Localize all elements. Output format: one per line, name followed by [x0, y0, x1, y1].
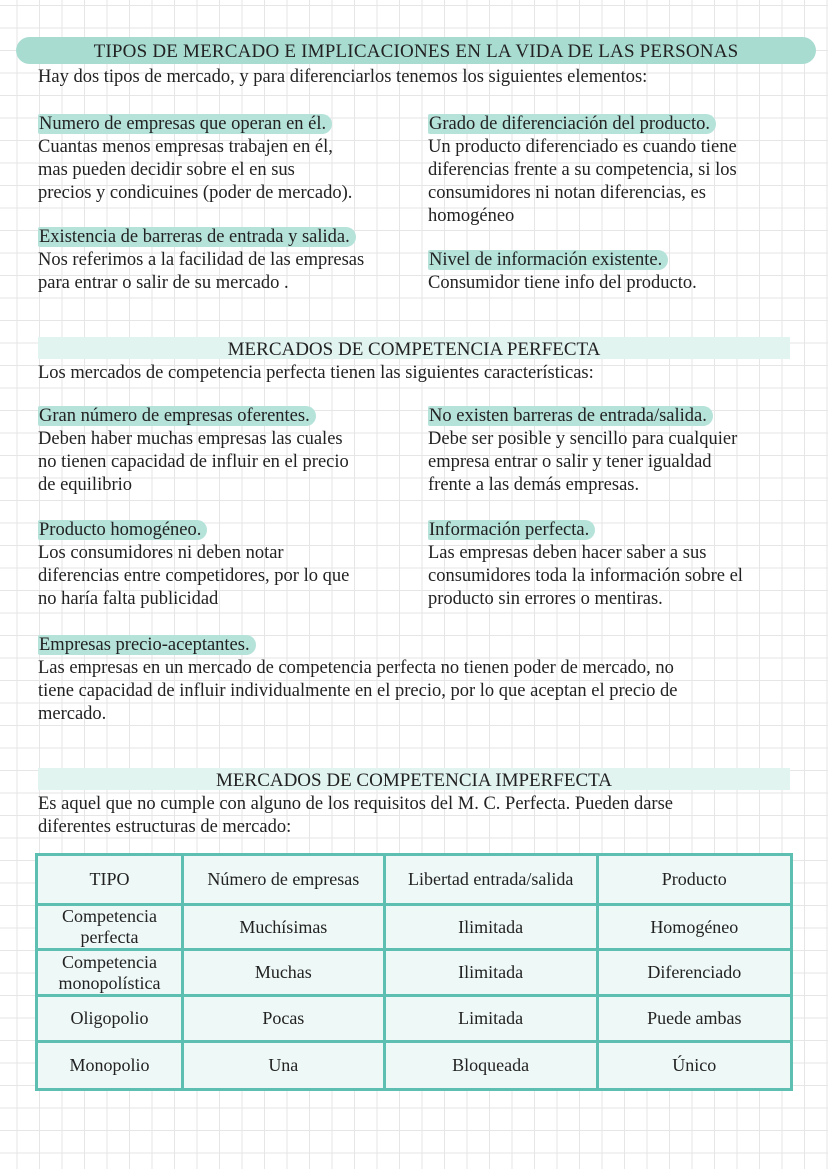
- table-header-row: [37, 855, 792, 905]
- table-cell: Muchas: [182, 950, 384, 996]
- section-heading-perfecta: MERCADOS DE COMPETENCIA PERFECTA: [38, 337, 790, 359]
- highlighted-heading: Producto homogéneo.: [38, 520, 207, 540]
- table-cell: Único: [597, 1042, 791, 1090]
- body-line: diferentes estructuras de mercado:: [38, 817, 292, 837]
- heading-line: [38, 634, 678, 657]
- table-cell: Diferenciado: [597, 950, 791, 996]
- market-structures-table: [35, 853, 793, 1091]
- text-block: [428, 405, 737, 497]
- table-header-cell: Libertad entrada/salida: [384, 855, 597, 905]
- highlighted-heading: Existencia de barreras de entrada y salida.: [38, 227, 356, 247]
- body-line: consumidores toda la información sobre el: [428, 566, 743, 586]
- heading-line: [428, 405, 737, 428]
- table-row: [37, 996, 792, 1042]
- heading-line: [428, 113, 737, 136]
- text-block: [38, 405, 349, 497]
- heading-line: [428, 519, 743, 542]
- body-line: Consumidor tiene info del producto.: [428, 273, 697, 293]
- text-block: [38, 113, 352, 205]
- heading-line: [38, 113, 352, 136]
- section-intro-perfecta: Los mercados de competencia perfecta tienen las siguientes características:: [38, 363, 594, 383]
- table-row: [37, 1042, 792, 1090]
- body-line: Deben haber muchas empresas las cuales: [38, 429, 343, 449]
- body-line: producto sin errores o mentiras.: [428, 589, 663, 609]
- text-block: [428, 113, 737, 228]
- body-line: diferencias entre competidores, por lo que: [38, 566, 350, 586]
- body-line: Es aquel que no cumple con alguno de los requisitos del M. C. Perfecta. Pueden darse: [38, 794, 674, 814]
- body-line: Debe ser posible y sencillo para cualquier: [428, 429, 738, 449]
- body-line: homogéneo: [428, 206, 515, 226]
- body-line: Las empresas en un mercado de competencia perfecta no tienen poder de mercado, no: [38, 658, 674, 678]
- intro-text: Hay dos tipos de mercado, y para diferenciarlos tenemos los siguientes elementos:: [38, 67, 648, 87]
- body-line: Nos referimos a la facilidad de las empresas: [38, 250, 365, 270]
- table-cell: Pocas: [182, 996, 384, 1042]
- body-line: no tienen capacidad de influir en el precio: [38, 452, 349, 472]
- text-block: [428, 519, 743, 611]
- body-line: Cuantas menos empresas trabajen en él,: [38, 137, 333, 157]
- highlighted-heading: Numero de empresas que operan en él.: [38, 114, 332, 134]
- body-line: consumidores ni notan diferencias, es: [428, 183, 706, 203]
- table-cell: Una: [182, 1042, 384, 1090]
- text-block: [38, 634, 678, 726]
- table-header-cell: TIPO: [37, 855, 183, 905]
- table-cell: Competencia perfecta: [37, 905, 183, 950]
- table-cell: Homogéneo: [597, 905, 791, 950]
- heading-line: [38, 226, 364, 249]
- table-cell: Puede ambas: [597, 996, 791, 1042]
- table-cell: Competencia monopolística: [37, 950, 183, 996]
- body-line: Los consumidores ni deben notar: [38, 543, 284, 563]
- highlighted-heading: Nivel de información existente.: [428, 250, 668, 270]
- table-row: [37, 950, 792, 996]
- body-line: no haría falta publicidad: [38, 589, 219, 609]
- table-cell: Ilimitada: [384, 905, 597, 950]
- body-line: Las empresas deben hacer saber a sus: [428, 543, 707, 563]
- body-line: tiene capacidad de influir individualmente en el precio, por lo que aceptan el precio de: [38, 681, 678, 701]
- text-block: [38, 519, 349, 611]
- table-cell: Bloqueada: [384, 1042, 597, 1090]
- highlighted-heading: Empresas precio-aceptantes.: [38, 635, 256, 655]
- table-cell: Monopolio: [37, 1042, 183, 1090]
- table-cell: Oligopolio: [37, 996, 183, 1042]
- table-cell: Ilimitada: [384, 950, 597, 996]
- table-header-cell: Producto: [597, 855, 791, 905]
- highlighted-heading: Grado de diferenciación del producto.: [428, 114, 716, 134]
- highlighted-heading: Información perfecta.: [428, 520, 595, 540]
- body-line: diferencias frente a su competencia, si los: [428, 160, 737, 180]
- body-line: empresa entrar o salir y tener igualdad: [428, 452, 712, 472]
- table-cell: Muchísimas: [182, 905, 384, 950]
- table-cell: Limitada: [384, 996, 597, 1042]
- text-block: [38, 226, 364, 295]
- body-line: mercado.: [38, 704, 107, 724]
- body-line: precios y condicuines (poder de mercado).: [38, 183, 353, 203]
- body-line: Un producto diferenciado es cuando tiene: [428, 137, 737, 157]
- table-header-cell: Número de empresas: [182, 855, 384, 905]
- highlighted-heading: No existen barreras de entrada/salida.: [428, 406, 713, 426]
- heading-line: [38, 519, 349, 542]
- section-intro-imperfecta: [38, 793, 673, 839]
- text-block: [428, 249, 697, 295]
- section-heading-imperfecta: MERCADOS DE COMPETENCIA IMPERFECTA: [38, 768, 790, 790]
- body-line: frente a las demás empresas.: [428, 475, 640, 495]
- body-line: para entrar o salir de su mercado .: [38, 273, 289, 293]
- heading-line: [38, 405, 349, 428]
- body-line: de equilibrio: [38, 475, 133, 495]
- heading-line: [428, 249, 697, 272]
- highlighted-heading: Gran número de empresas oferentes.: [38, 406, 316, 426]
- body-line: mas pueden decidir sobre el en sus: [38, 160, 295, 180]
- table-row: [37, 905, 792, 950]
- page-title: TIPOS DE MERCADO E IMPLICACIONES EN LA VIDA DE LAS PERSONAS: [16, 37, 816, 64]
